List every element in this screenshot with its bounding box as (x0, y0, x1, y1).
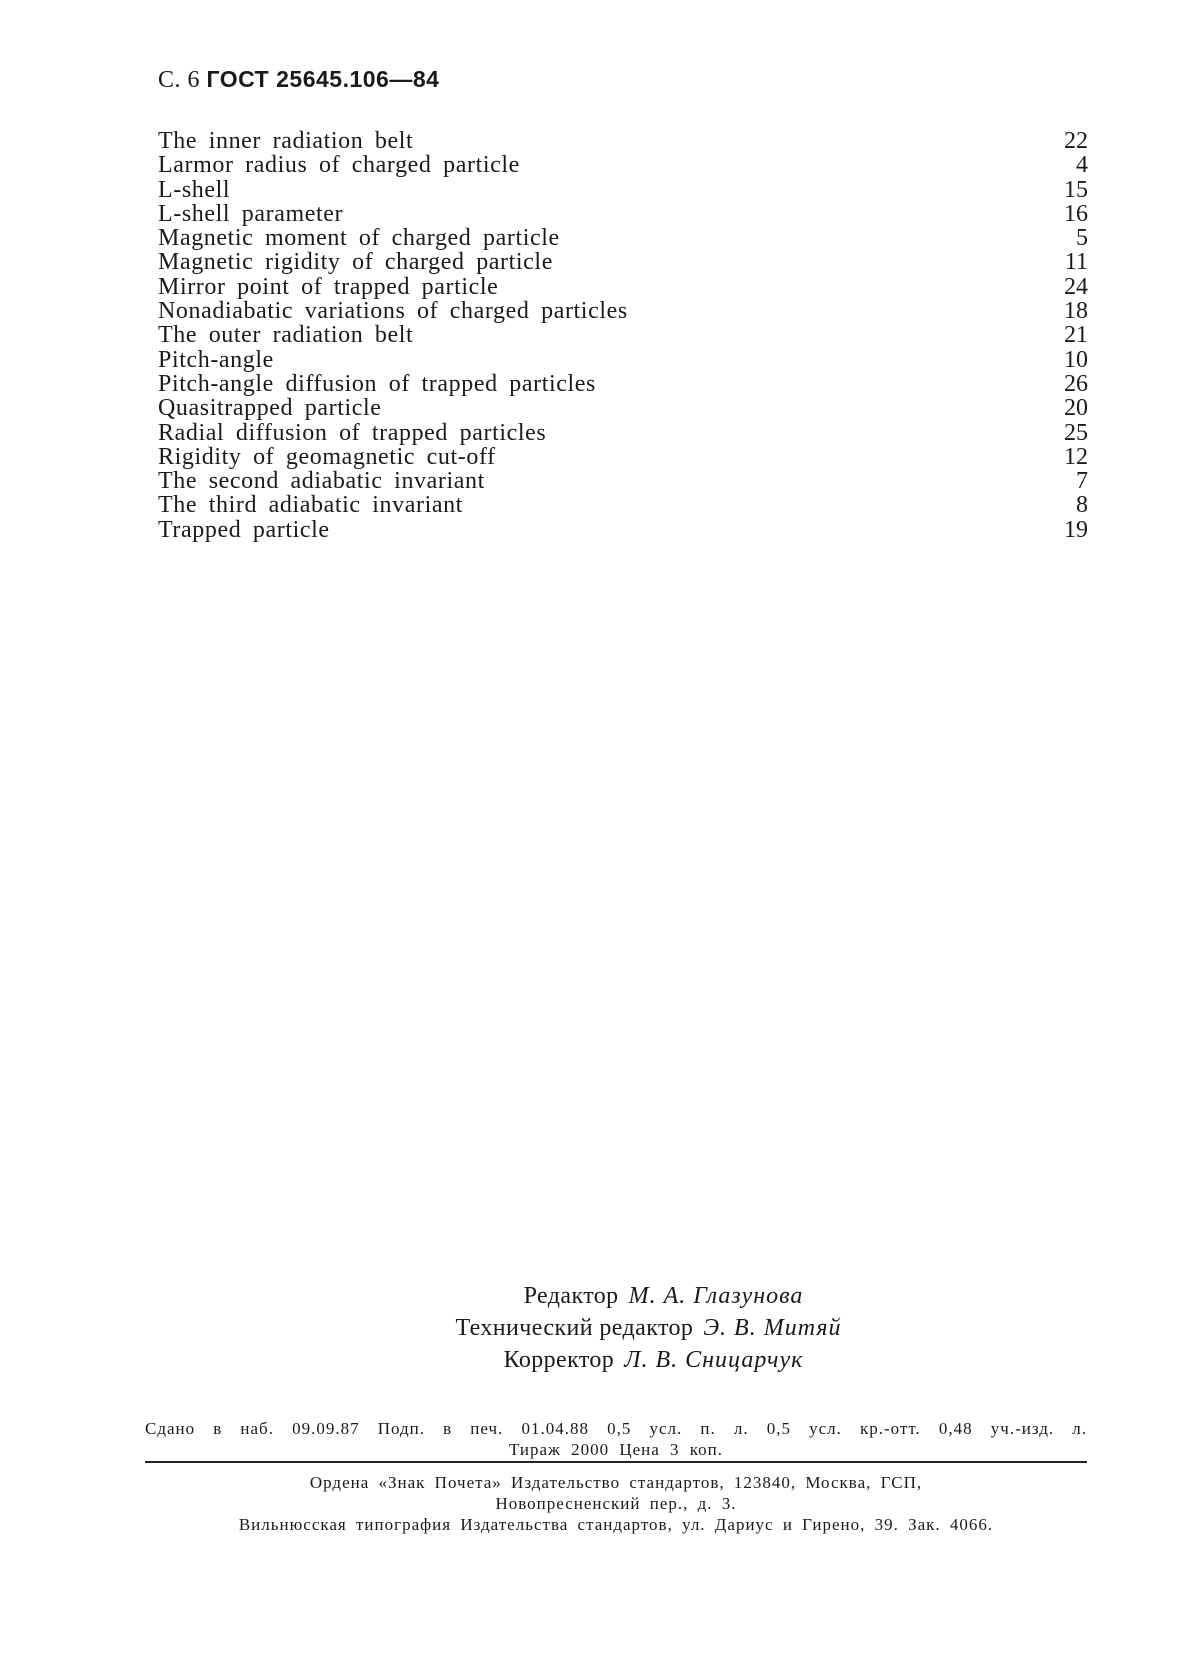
index-number: 12 (1064, 443, 1088, 470)
imprint-block (145, 1418, 1087, 1460)
index-row (158, 469, 1088, 493)
index-term: L-shell (158, 176, 231, 203)
index-term: Magnetic rigidity of charged particle (158, 249, 553, 276)
index-term: Magnetic moment of charged particle (158, 225, 560, 252)
tech-editor-role: Технический редактор (455, 1315, 694, 1341)
index-row (158, 445, 1088, 469)
index-number: 4 (1076, 152, 1088, 179)
index-number: 15 (1064, 176, 1088, 203)
index-term: Larmor radius of charged particle (158, 152, 520, 179)
index-row (158, 129, 1088, 153)
publisher-line-2: Новопресненский пер., д. 3. (495, 1494, 737, 1513)
corrector-role: Корректор (503, 1347, 615, 1373)
imprint-line-1: Сдано в наб. 09.09.87 Подп. в печ. 01.04.88 0,5 усл. п. л. 0,5 усл. кр.-отт. 0,48 уч.-изд. л. (145, 1419, 1087, 1438)
index-term: Radial diffusion of trapped particles (158, 419, 547, 446)
index-number: 11 (1064, 249, 1088, 276)
index-row (158, 299, 1088, 323)
index-row (158, 226, 1088, 250)
index-row (158, 323, 1088, 347)
index-term: Nonadiabatic variations of charged particles (158, 298, 628, 325)
index-number: 19 (1064, 516, 1088, 543)
index-term: The second adiabatic invariant (158, 468, 485, 495)
index-number: 10 (1064, 346, 1088, 373)
index-number: 25 (1064, 419, 1088, 446)
imprint-line-2: Тираж 2000 Цена 3 коп. (508, 1440, 724, 1459)
index-term: Trapped particle (158, 516, 330, 543)
index-term: Quasitrapped particle (158, 395, 382, 422)
index-number: 21 (1064, 322, 1088, 349)
index-row (158, 421, 1088, 445)
index-row (158, 396, 1088, 420)
index-term: The third adiabatic invariant (158, 492, 463, 519)
index-number: 26 (1064, 370, 1088, 397)
corrector-name: Л. В. Сницарчук (624, 1347, 804, 1373)
page-number: С. 6 (158, 67, 201, 93)
index-term: Pitch-angle (158, 346, 274, 373)
term-index (158, 129, 1088, 542)
index-term: L-shell parameter (158, 200, 344, 227)
divider-rule (145, 1461, 1087, 1463)
page-header (158, 66, 439, 94)
index-term: Pitch-angle diffusion of trapped particles (158, 370, 596, 397)
index-number: 5 (1076, 225, 1088, 252)
index-row (158, 178, 1088, 202)
index-row (158, 275, 1088, 299)
index-term: Mirror point of trapped particle (158, 273, 499, 300)
index-number: 7 (1076, 468, 1088, 495)
tech-editor-line (0, 1312, 1187, 1344)
publisher-block (145, 1472, 1087, 1535)
editor-line (0, 1280, 1187, 1312)
index-row (158, 372, 1088, 396)
index-row (158, 202, 1088, 226)
publisher-line-1: Ордена «Знак Почета» Издательство стандартов, 123840, Москва, ГСП, (309, 1473, 923, 1492)
index-number: 22 (1064, 128, 1088, 154)
index-number: 20 (1064, 395, 1088, 422)
index-row (158, 493, 1088, 517)
index-row (158, 153, 1088, 177)
corrector-line (0, 1344, 1187, 1376)
index-term: The outer radiation belt (158, 322, 414, 349)
index-row (158, 518, 1088, 542)
index-term: Rigidity of geomagnetic cut-off (158, 443, 496, 470)
index-number: 18 (1064, 298, 1088, 325)
index-number: 8 (1076, 492, 1088, 519)
index-number: 16 (1064, 200, 1088, 227)
index-term: The inner radiation belt (158, 128, 414, 154)
editor-name: М. А. Глазунова (628, 1283, 804, 1309)
index-row (158, 348, 1088, 372)
publisher-line-3: Вильнюсская типография Издательства стандартов, ул. Дариус и Гирено, 39. Зак. 4066. (238, 1515, 994, 1534)
editor-role: Редактор (523, 1283, 619, 1309)
index-row (158, 250, 1088, 274)
index-number: 24 (1064, 273, 1088, 300)
tech-editor-name: Э. В. Митяй (703, 1315, 842, 1341)
credits-block (0, 1280, 1187, 1376)
standard-designation: ГОСТ 25645.106—84 (206, 66, 440, 92)
